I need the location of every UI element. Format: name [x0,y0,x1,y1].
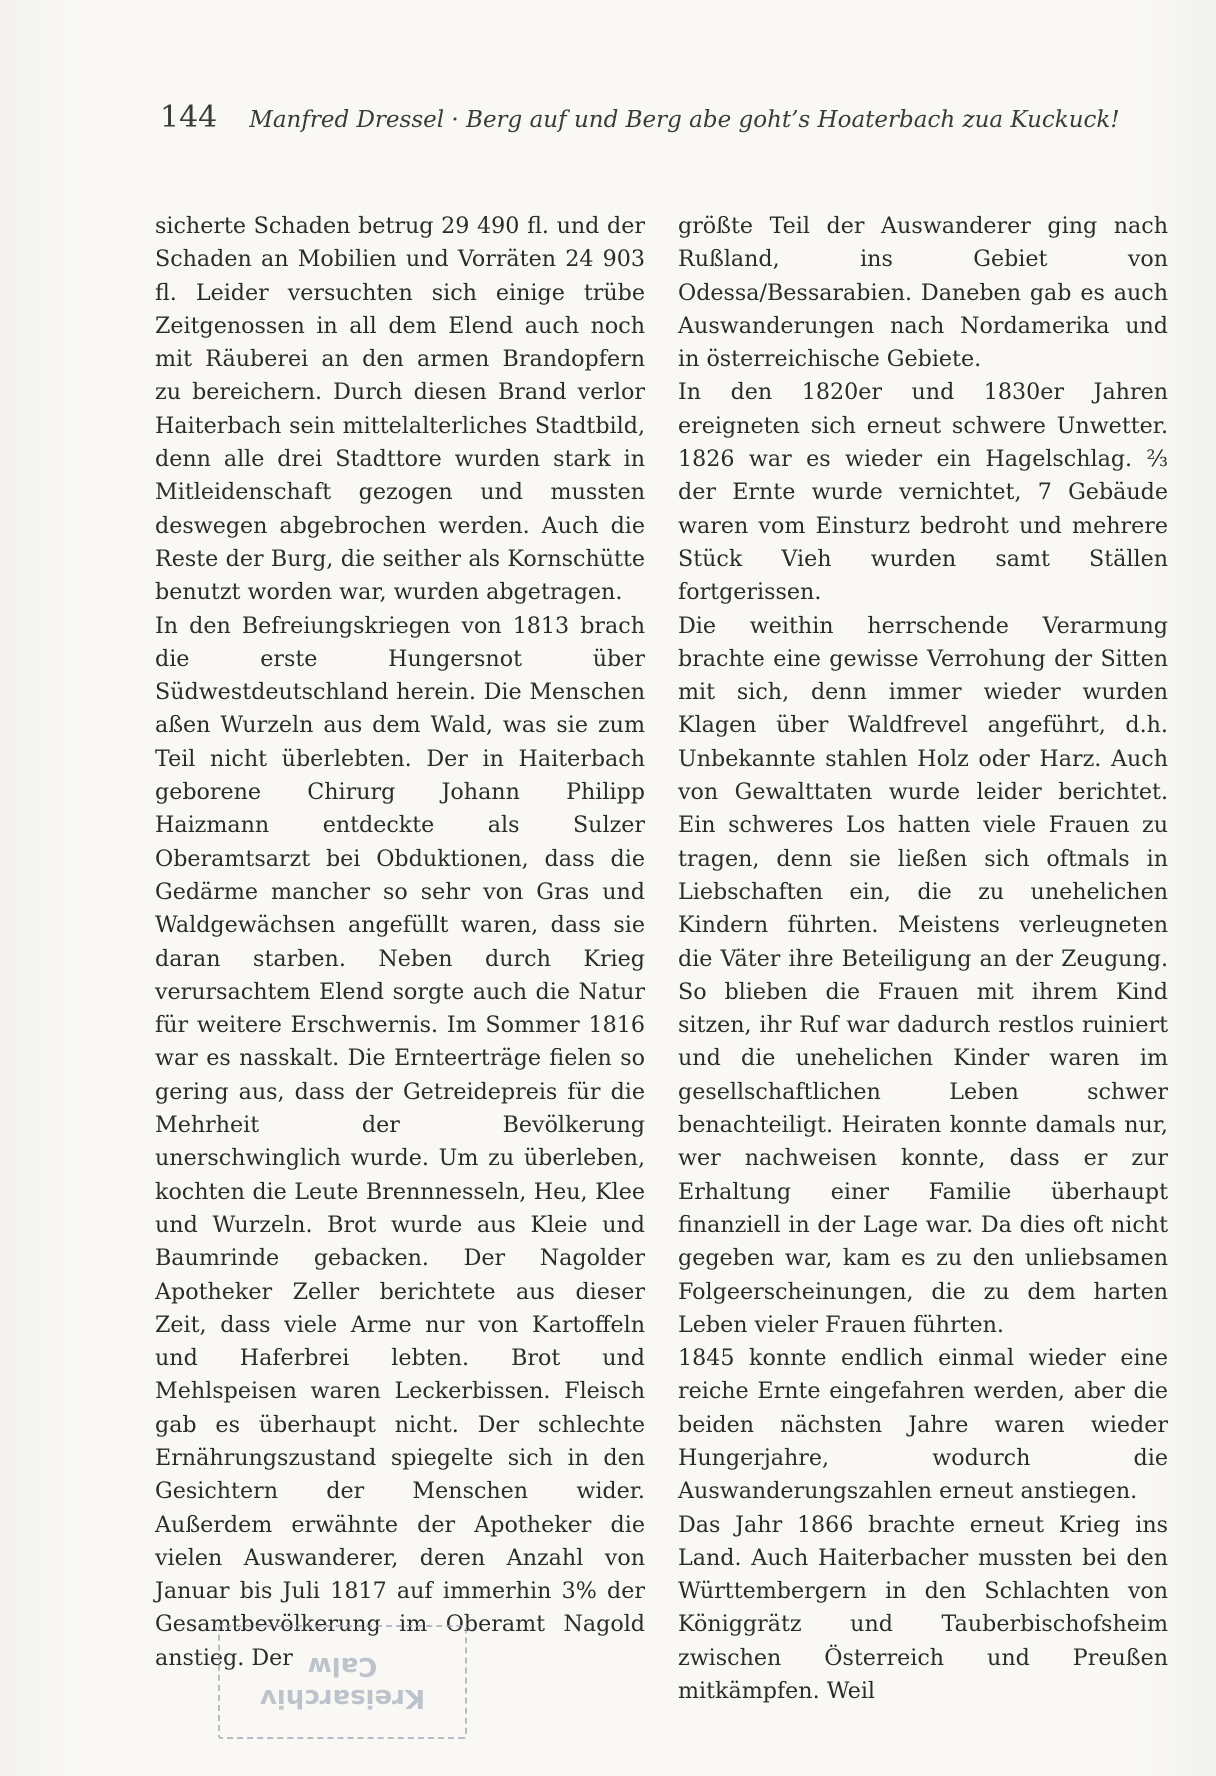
paragraph: Die weithin herrschende Verarmung brachte eine gewisse Verrohung der Sitten mit sich, denn immer wieder wurden Klagen über Waldfrevel angeführt, d.h. Unbekannte stahlen Holz oder Harz. Auch von Gewalttaten wurde leider berichtet. Ein schweres Los hatten viele Frauen zu tragen, denn sie ließen sich oftmals in Liebschaften ein, die zu unehelichen Kindern führten. Meistens verleugneten die Väter ihre Beteiligung an der Zeugung. So blieben die Frauen mit ihrem Kind sitzen, ihr Ruf war dadurch restlos ruiniert und die unehelichen Kinder waren im gesellschaftlichen Leben schwer benachteiligt. Heiraten konnte damals nur, wer nachweisen konnte, dass er zur Erhaltung einer Familie überhaupt finanziell in der Lage war. Da dies oft nicht gegeben war, kam es zu den unliebsamen Folgeerscheinungen, die zu dem harten Leben vieler Frauen führten. [678,612,1168,1338]
page-number: 144 [160,100,218,135]
archive-stamp [218,1625,467,1739]
paragraph: 1845 konnte endlich einmal wieder eine reiche Ernte eingefahren werden, aber die beiden nächsten Jahre waren wieder Hungerjahre, wodurch die Auswanderungszahlen erneut anstiegen. [678,1345,1168,1505]
paragraph: In den 1820er und 1830er Jahren ereigneten sich erneut schwere Unwetter. 1826 war es wieder ein Hagelschlag. ⅔ der Ernte wurde vernichtet, 7 Gebäude waren vom Einsturz bedroht und mehrere Stück Vieh wurden samt Ställen fortgerissen. [678,379,1168,606]
stamp-line: Kreisarchiv [259,1683,426,1713]
stamp-line: Calw [307,1651,378,1681]
paragraph: größte Teil der Auswanderer ging nach Rußland, ins Gebiet von Odessa/Bessarabien. Daneben gab es auch Auswanderungen nach Nordamerika und in österreichische Gebiete. [678,213,1168,373]
page-header [160,100,1120,150]
paragraph: In den Befreiungskriegen von 1813 brach die erste Hungersnot über Südwestdeutschland herein. Die Menschen aßen Wurzeln aus dem Wald, was sie zum Teil nicht überlebten. Der in Haiterbach geborene Chirurg Johann Philipp Haizmann entdeckte als Sulzer Oberamtsarzt bei Obduktionen, dass die Gedärme mancher so sehr von Gras und Waldgewächsen angefüllt waren, dass sie daran starben. Neben durch Krieg verursachtem Elend sorgte auch die Natur für weitere Erschwernis. Im Sommer 1816 war es nasskalt. Die Ernteerträge fielen so gering aus, dass der Getreidepreis für die Mehrheit der Bevölkerung unerschwinglich wurde. Um zu überleben, kochten die Leute Brennnesseln, Heu, Klee und Wurzeln. Brot wurde aus Kleie und Baumrinde gebacken. Der Nagolder Apotheker Zeller berichtete aus dieser Zeit, dass viele Arme nur von Kartoffeln und Haferbrei lebten. Brot und Mehlspeisen waren Leckerbissen. Fleisch gab es überhaupt nicht. Der schlechte Ernährungszustand spiegelte sich in den Gesichtern der Menschen wider. Außerdem erwähnte der Apotheker die vielen Auswanderer, deren Anzahl von Januar bis Juli 1817 auf immerhin 3% der Gesamtbevölkerung im Oberamt Nagold anstieg. Der [155,612,645,1671]
paragraph: sicherte Schaden betrug 29 490 fl. und der Schaden an Mobilien und Vorräten 24 903 fl. Leider versuchten sich einige trübe Zeitgenossen in all dem Elend auch noch mit Räuberei an den armen Brandopfern zu bereichern. Durch diesen Brand verlor Haiterbach sein mittelalterliches Stadtbild, denn alle drei Stadttore wurden stark in Mitleidenschaft gezogen und mussten deswegen abgebrochen werden. Auch die Reste der Burg, die seither als Kornschütte benutzt worden war, wurden abgetragen. [155,213,645,606]
paragraph: Das Jahr 1866 brachte erneut Krieg ins Land. Auch Haiterbacher mussten bei den Württembergern in den Schlachten von Königgrätz und Tauberbischofsheim zwischen Österreich und Preußen mitkämpfen. Weil [678,1511,1168,1705]
running-head: Manfred Dressel · Berg auf und Berg abe goht’s Hoaterbach zua Kuckuck! [249,107,1120,133]
left-text-column [155,210,645,1675]
right-text-column [678,210,1168,1708]
